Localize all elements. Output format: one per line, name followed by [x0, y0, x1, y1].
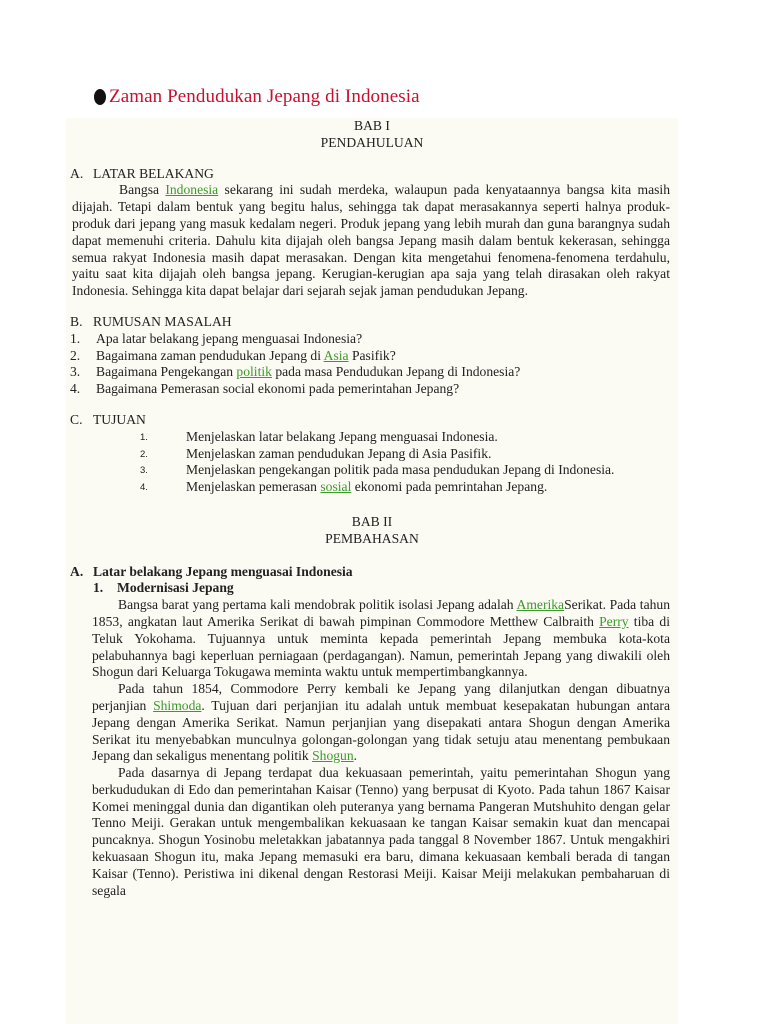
bab1-block: [66, 118, 678, 152]
item-number: 3.: [70, 364, 81, 380]
section-c-title: TUJUAN: [93, 411, 146, 427]
subsection-title: Modernisasi Jepang: [117, 580, 234, 596]
text-run: Serikat. Pada tahun 1853, angkatan laut Amerika Serikat di bawah pimpinan Commodore Metthew Calbraith: [92, 597, 670, 629]
section-a-heading: [66, 166, 678, 183]
list-item: [66, 462, 678, 479]
bullet-icon: [94, 89, 106, 105]
list-item: [66, 331, 678, 348]
section-c-heading: [66, 412, 678, 429]
bab2-section-a-letter: A.: [70, 563, 84, 579]
bab2-label: BAB II: [351, 513, 393, 529]
item-text: Pasifik?: [348, 347, 396, 363]
link-perry[interactable]: Perry: [599, 613, 629, 629]
link-sosial[interactable]: sosial: [320, 479, 352, 495]
section-a-letter: A.: [70, 165, 84, 181]
paragraph-3: Pada dasarnya di Jepang terdapat dua kekuasaan pemerintah, yaitu pemerintahan Shogun yang berkududukan di Edo dan pemerintahan Kaisar (Tenno) yang berpusat di Kyoto. Pada tahun 1867 Kaisar Komei meninggal dunia dan digantikan oleh puteranya yang bernama Pangeran Mutshuhito dengan gelar Tenno Meiji. Gerakan untuk mengembalikan kekuasaan ke tangan Kaisar semakin kuat dan mencapai puncaknya. Shogun Yosinobu meletakkan jabatannya pada tanggal 8 November 1867. Untuk mengakhiri kekuasaan Shogun itu, maka Jepang memasuki era baru, dimana kekuasaan kembali berada di tangan Kaisar (Tenno). Peristiwa ini dikenal dengan Restorasi Meiji. Kaisar Meiji melakukan pembaharuan di segala: [92, 765, 670, 898]
item-text: Bagaimana Pengekangan: [96, 364, 237, 380]
section-a-title: LATAR BELAKANG: [93, 165, 214, 181]
item-number: 4.: [140, 482, 148, 494]
item-text: Menjelaskan pengekangan politik pada masa pendudukan Jepang di Indonesia.: [186, 462, 615, 478]
list-item: [66, 446, 678, 463]
rumusan-list: [66, 331, 678, 398]
section-b-letter: B.: [70, 313, 83, 329]
section-c-letter: C.: [70, 411, 83, 427]
bab2-section-a-heading: [66, 564, 678, 581]
bab2-name: PEMBAHASAN: [325, 530, 419, 546]
item-text: pada masa Pendudukan Jepang di Indonesia?: [271, 364, 521, 380]
link-shogun[interactable]: Shogun: [312, 748, 354, 764]
item-number: 2.: [70, 347, 81, 363]
link-asia[interactable]: Asia: [323, 347, 349, 363]
bab2-block: [66, 514, 678, 548]
subsection-number: 1.: [93, 580, 104, 596]
tujuan-list: [66, 429, 678, 496]
item-text: Menjelaskan latar belakang Jepang menguasai Indonesia.: [186, 428, 498, 444]
paragraph-1: [66, 597, 678, 681]
item-number: 1.: [140, 431, 148, 443]
item-text: ekonomi pada pemrintahan Jepang.: [351, 479, 548, 495]
list-item: [66, 479, 678, 496]
bab1-label: BAB I: [354, 118, 390, 133]
link-politik[interactable]: politik: [236, 364, 272, 380]
link-shimoda[interactable]: Shimoda: [153, 697, 202, 713]
list-item: [66, 381, 678, 398]
section-b-title: RUMUSAN MASALAH: [93, 313, 232, 329]
item-text: Menjelaskan pemerasan: [186, 479, 321, 495]
item-number: 2.: [140, 448, 148, 460]
text-run: sekarang ini sudah merdeka, walaupun pada kenyataannya bangsa kita masih dijajah. Tetapi dalam bentuk yang begitu halus, sehingga tak dapat merasakannya seperti halnya produk-produk dari jepang yang masuk kedalam negeri. Produk jepang yang lebih murah dan guna barangnya sudah dapat memenuhi criteria. Dahulu kita dijajah oleh bangsa Jepang masih dalam bentuk kekerasan, sehingga semua rakyat Indonesia masih dapat merasakan. Dengan kita mengetahui fenomena-fenomena terdahulu, yaitu saat kita dijajah oleh bangsa jepang. Kerugian-kerugian apa saja yang telah dirasakan oleh rakyat Indonesia. Sehingga kita dapat belajar dari sejarah sejak jaman pendudukan Jepang.: [72, 182, 670, 299]
bab2-section-a-title: Latar belakang Jepang menguasai Indonesia: [93, 563, 353, 579]
link-amerika[interactable]: Amerika: [516, 597, 565, 613]
list-item: [66, 429, 678, 446]
list-item: [66, 364, 678, 381]
text-run: Pada tahun 1854, Commodore Perry kembali ke Jepang yang dilanjutkan dengan dibuatnya perjanjian: [92, 681, 670, 713]
list-item: [66, 348, 678, 365]
section-a-paragraph: [66, 182, 678, 300]
document-content: [66, 118, 678, 1024]
paragraph-2: [66, 681, 678, 765]
title-row: [94, 86, 420, 108]
item-number: 3.: [140, 465, 148, 477]
item-text: Bagaimana zaman pendudukan Jepang di: [96, 347, 324, 363]
link-indonesia[interactable]: Indonesia: [165, 182, 219, 198]
item-text: Menjelaskan zaman pendudukan Jepang di Asia Pasifik.: [186, 445, 492, 461]
bab1-name: PENDAHULUAN: [320, 134, 424, 150]
text-run: .: [353, 748, 358, 764]
item-number: 4.: [70, 381, 81, 397]
item-number: 1.: [70, 330, 81, 346]
subsection-heading: [66, 580, 678, 597]
page-title: Zaman Pendudukan Jepang di Indonesia: [109, 86, 420, 107]
item-text: Bagaimana Pemerasan social ekonomi pada pemerintahan Jepang?: [96, 381, 460, 397]
text-run: Bangsa barat yang pertama kali mendobrak politik isolasi Jepang adalah: [118, 597, 517, 613]
text-run: tiba di Teluk Yokohama. Tujuannya untuk meminta kepada pemerintah Jepang membuka kota-kota pelabuhannya bagi keperluan perniagaan (perdagangan). Namun, pemerintah Jepang yang diwakili oleh Shogun dari Keluarga Tokugawa meminta waktu untuk mempertimbangkannya.: [92, 613, 670, 680]
text-run: Bangsa: [119, 182, 166, 198]
section-b-heading: [66, 314, 678, 331]
text-run: . Tujuan dari perjanjian itu adalah untuk membuat kesepakatan hubungan antara Jepang dengan Amerika Serikat. Namun perjanjian yang disepakati antara Shogun dengan Amerika Serikat itu menyebabkan munculnya golongan-golongan yang tidak setuju atau menentang pembukaan Jepang dan sekaligus menentang politik: [92, 697, 670, 764]
item-text: Apa latar belakang jepang menguasai Indonesia?: [96, 330, 363, 346]
